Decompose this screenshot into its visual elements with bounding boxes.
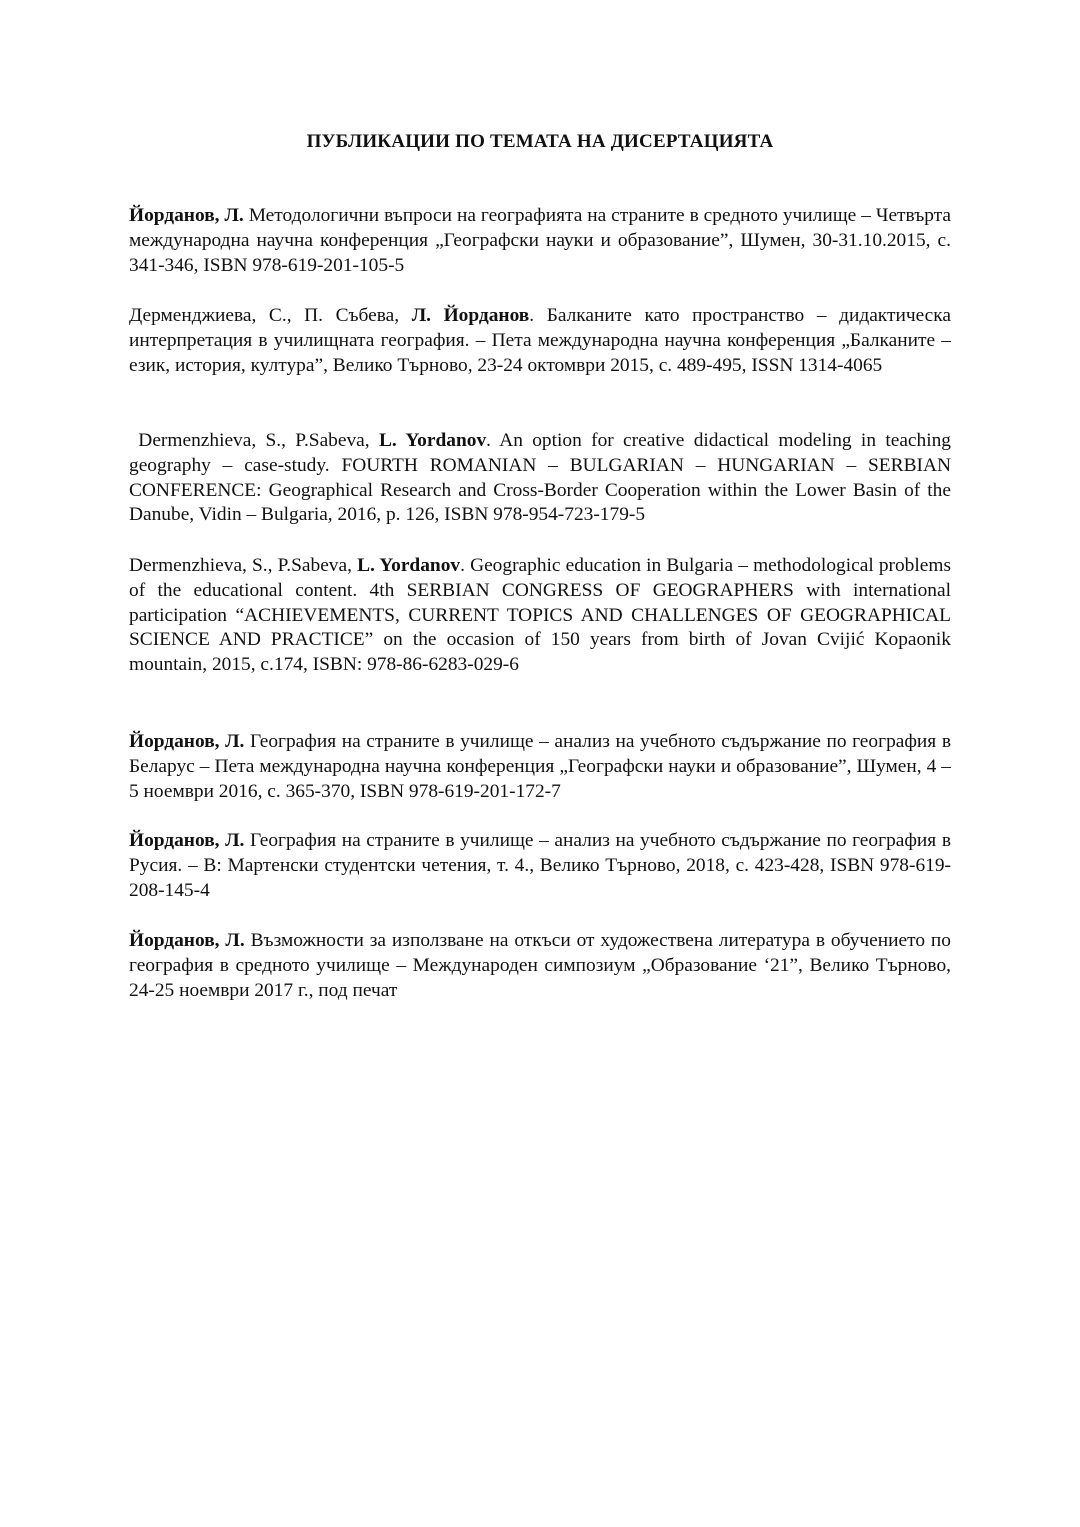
entry-author-bold: Йорданов, Л. xyxy=(129,830,245,851)
entry-text-post: География на страните в училище – анализ на учебното съдържание по география в Русия. – В: Мартенски студентски четения, т. 4., Велико Търново, 2018, с. 423-428, ISBN 978-619-208-145-4 xyxy=(129,830,951,901)
page-title: ПУБЛИКАЦИИ ПО ТЕМАТА НА ДИСЕРТАЦИЯТА xyxy=(306,131,774,152)
entry-author-bold: Л. Йорданов xyxy=(411,305,530,326)
publication-entry xyxy=(129,929,951,1003)
entry-text-pre: Dermenzhieva, S., P.Sabeva, xyxy=(129,430,379,451)
publication-entry xyxy=(129,429,951,528)
entry-text-pre: Dermenzhieva, S., P.Sabeva, xyxy=(129,555,358,576)
entry-text-post: . Балканите като пространство – дидактическа интерпретация в училищната география. – Пета международна научна конференция „Балканите – език, история, култура”, Велико Търново, 23-24 октомври 2015, с. 489-495, ISSN 1314-4065 xyxy=(129,305,952,376)
publication-entry xyxy=(129,304,951,378)
entry-author-bold: Йорданов, Л. xyxy=(129,930,245,951)
publication-entry xyxy=(129,829,951,903)
publication-entry xyxy=(129,554,951,678)
entry-text-post: География на страните в училище – анализ на учебното съдържание по география в Беларус – Пета международна научна конференция „Географски науки и образование”, Шумен, 4 – 5 ноември 2016, с. 365-370, ISBN 978-619-201-172-7 xyxy=(129,731,951,802)
entry-author-bold: L. Yordanov xyxy=(357,555,461,576)
publication-entry xyxy=(129,730,951,804)
entry-text-post: . Geographic education in Bulgaria – methodological problems of the educational content. 4th SERBIAN CONGRESS OF GEOGRAPHERS with international participation “ACHIEVEMENTS, CURRENT TOPICS AND CHALLENGES OF GEOGRAPHICAL SCIENCE AND PRACTICE” on the occasion of 150 years from birth of Jovan Cvijić Kopaonik mountain, 2015, c.174, ISBN: 978-86-6283-029-6 xyxy=(129,555,951,676)
entry-author-bold: Йорданов, Л. xyxy=(129,205,244,226)
publication-entry xyxy=(129,204,951,278)
entry-author-bold: L. Yordanov xyxy=(378,430,487,451)
entry-text-post: . An option for creative didactical modeling in teaching geography – case-study. FOURTH ROMANIAN – BULGARIAN – HUNGARIAN – SERBIAN CONFERENCE: Geographical Research and Cross-Border Cooperation within the Lower Basin of the Danube, Vidin – Bulgaria, 2016, p. 126, ISBN 978-954-723-179-5 xyxy=(129,430,952,526)
entry-text-post: Възможности за използване на откъси от художествена литература в обучението по география в средното училище – Международен симпозиум „Образование ‘21”, Велико Търново, 24-25 ноември 2017 г., под печат xyxy=(129,930,951,1001)
entry-author-bold: Йорданов, Л. xyxy=(129,731,245,752)
entry-text-pre: Дерменджиева, С., П. Събева, xyxy=(129,305,412,326)
entry-text-post: Методологични въпроси на географията на страните в средното училище – Четвърта международна научна конференция „Географски науки и образование”, Шумен, 30-31.10.2015, с. 341-346, ISBN 978-619-201-105-5 xyxy=(129,205,951,276)
